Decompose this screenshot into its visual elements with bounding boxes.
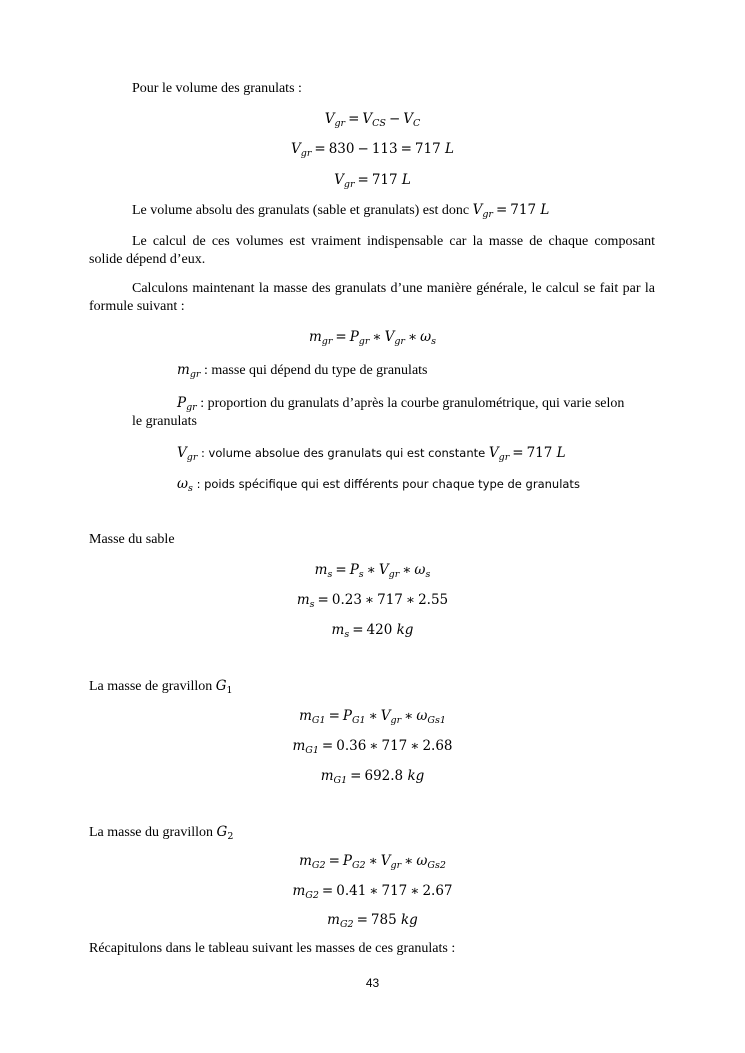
definition-mgr: $m_{gr}$ : masse qui dépend du type de granulats [177, 362, 428, 380]
definition-vgr: $V_{gr}$ : volume absolue des granulats qui est constante $V_{gr} = 717$ L [177, 445, 566, 463]
equation-mgr-formula: $m_{gr} = P_{gr}$ ∗ $V_{gr}$ ∗ $\omega_s$ [308, 329, 437, 347]
equation-ms-result: $m_s = 420$ kg [331, 622, 414, 640]
equation-mg1-result: $m_{G1} = 692.8$ kg [320, 768, 425, 786]
equation-mg2-numeric: $m_{G2} = 0.41$ ∗ 717 ∗ 2.67 [292, 883, 453, 901]
definition-pgr-continued: le granulats [132, 414, 197, 429]
para-calculons: Calculons maintenant la masse des granulats d’une manière générale, le calcul se fait par la formule suivant : [89, 281, 655, 314]
equation-vgr-numeric: $V_{gr} = 830 - 113 = 717$ L [291, 141, 454, 159]
para-recapitulons: Récapitulons dans le tableau suivant les masses de ces granulats : [89, 941, 456, 956]
equation-vgr-result: $V_{gr} = 717$ L [334, 172, 411, 190]
equation-vgr-difference: $V_{gr} = V_{CS} - V_C$ [324, 111, 421, 129]
equation-ms-numeric: $m_s = 0.23$ ∗ 717 ∗ 2.55 [296, 592, 449, 610]
equation-mg2-result: $m_{G2} = 785$ kg [327, 912, 418, 930]
equation-ms-formula: $m_s = P_s$ ∗ $V_{gr}$ ∗ $\omega_s$ [314, 562, 431, 580]
para-calcul-volumes: Le calcul de ces volumes est vraiment indispensable car la masse de chaque composant solide dépend d’eux. [89, 234, 655, 267]
heading-masse-sable: Masse du sable [89, 532, 175, 547]
equation-mg1-formula: $m_{G1} = P_{G1}$ ∗ $V_{gr}$ ∗ $\omega_{Gs1}$ [299, 708, 446, 726]
equation-mg2-formula: $m_{G2} = P_{G2}$ ∗ $V_{gr}$ ∗ $\omega_{Gs2}$ [299, 853, 446, 871]
intro-volume-text: Pour le volume des granulats : [132, 81, 302, 96]
equation-mg1-numeric: $m_{G1} = 0.36$ ∗ 717 ∗ 2.68 [292, 738, 453, 756]
heading-masse-g1: La masse de gravillon $G_1$ [89, 678, 233, 696]
definition-pgr: $P_{gr}$ : proportion du granulats d’après la courbe granulométrique, qui varie selon [177, 395, 625, 413]
definition-ws: $\omega_s$ : poids spécifique qui est différents pour chaque type de granulats [177, 476, 580, 494]
heading-masse-g2: La masse du gravillon $G_2$ [89, 824, 234, 842]
page-number: 43 [365, 976, 380, 990]
para-volume-absolu: Le volume absolu des granulats (sable et granulats) est donc $V_{gr} = 717$ L [132, 202, 550, 220]
